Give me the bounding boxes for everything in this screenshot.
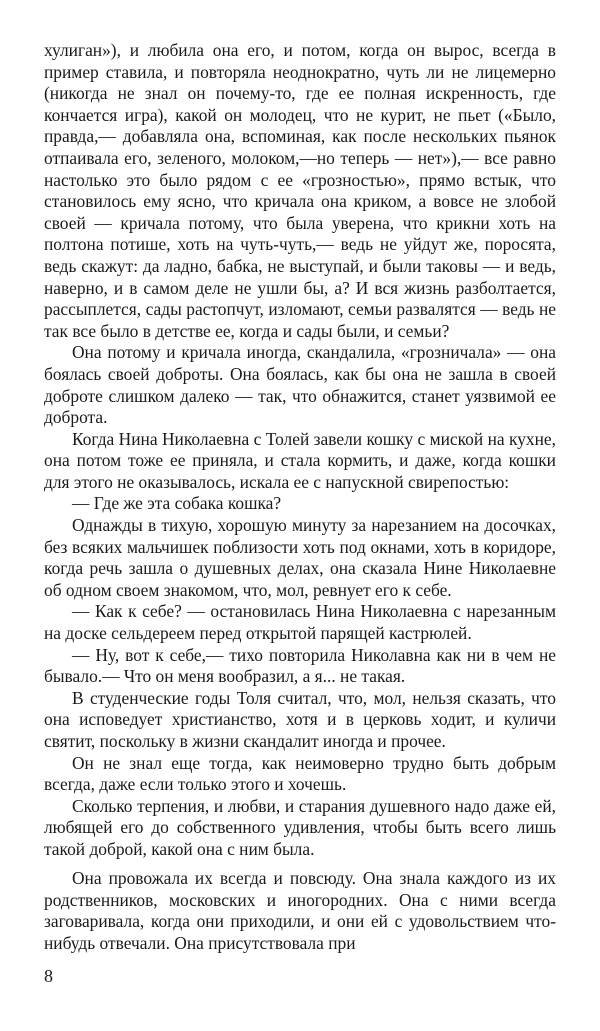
text-section-2 [44, 868, 556, 954]
paragraph-8: В студенческие годы Толя считал, что, мол, нельзя сказать, что она исповедует христианство, хотя и в церковь ходит, и куличи святит, поскольку в жизни скандалит иногда и прочее. [44, 687, 556, 751]
paragraph-5: Однажды в тихую, хорошую минуту за нарезанием на досочках, без всяких мальчишек поблизости хоть под окнами, хоть в коридоре, когда речь зашла о душевных делах, она сказала Нине Николаевне об одном своем знакомом, что, мол, ревнует его к себе. [44, 515, 556, 600]
paragraph-7: — Ну, вот к себе,— тихо повторила Николавна как ни в чем не бывало.— Что он меня вообразил, а я... не такая. [44, 644, 556, 687]
paragraph-10: Сколько терпения, и любви, и старания душевного надо даже ей, любящей его до собственного удивления, чтобы быть всего лишь такой доброй, какой она с ним была. [44, 795, 556, 859]
paragraph-11: Она провожала их всегда и повсюду. Она знала каждого из их родственников, московских и иногородних. Она с ними всегда заговаривала, когда они приходили, и они ей с удовольствием что-нибудь отвечали. Она присутствовала при [44, 868, 556, 953]
paragraph-1: хулиган»), и любила она его, и потом, когда он вырос, всегда в пример ставила, и повторяла неоднократно, чуть ли не лицемерно (никогда не знал он почему-то, где ее полная искренность, где кончается игра), какой он молодец, что не курит, не пьет («Было, правда,— добавляла она, вспоминая, как после нескольких пьянок отпаивала его, зеленого, молоком,—но теперь — нет»),— все равно настолько это было рядом с ее «грозностью», прямо встык, что становилось ему ясно, что кричала она криком, а вовсе не злобой своей — кричала потому, что была уверена, что крикни хоть на полтона потише, хоть на чуть-чуть,— ведь не уйдут же, поросята, ведь скажут: да ладно, бабка, не выступай, и были таковы — и ведь, наверно, и в самом деле не ушли бы, а? И вся жизнь разболтается, рассыплется, сады растопчут, изломают, семьи развалятся — ведь не так все было в детстве ее, когда и сады были, и семьи? [44, 40, 556, 341]
paragraph-4: — Где же эта собака кошка? [72, 493, 282, 514]
paragraph-6: — Как к себе? — остановилась Нина Николаевна с нарезанным на доске сельдереем перед открытой парящей кастрюлей. [44, 601, 556, 644]
paragraph-3: Когда Нина Николаевна с Толей завели кошку с миской на кухне, она потом тоже ее приняла, и стала кормить, и даже, когда кошки для этого не оказывалось, искала ее с напускной свирепостью: [44, 428, 556, 492]
paragraph-2: Она потому и кричала иногда, скандалила, «грозничала» — она боялась своей доброты. Она боялась, как бы она не зашла в своей доброте слишком далеко — так, что обнажится, станет уязвимой ее доброта. [44, 342, 556, 428]
paragraph-9: Он не знал еще тогда, как неимоверно трудно быть добрым всегда, даже если только этого и хочешь. [44, 752, 556, 795]
page-number: 8 [44, 966, 53, 986]
text-section-1 [44, 40, 556, 861]
